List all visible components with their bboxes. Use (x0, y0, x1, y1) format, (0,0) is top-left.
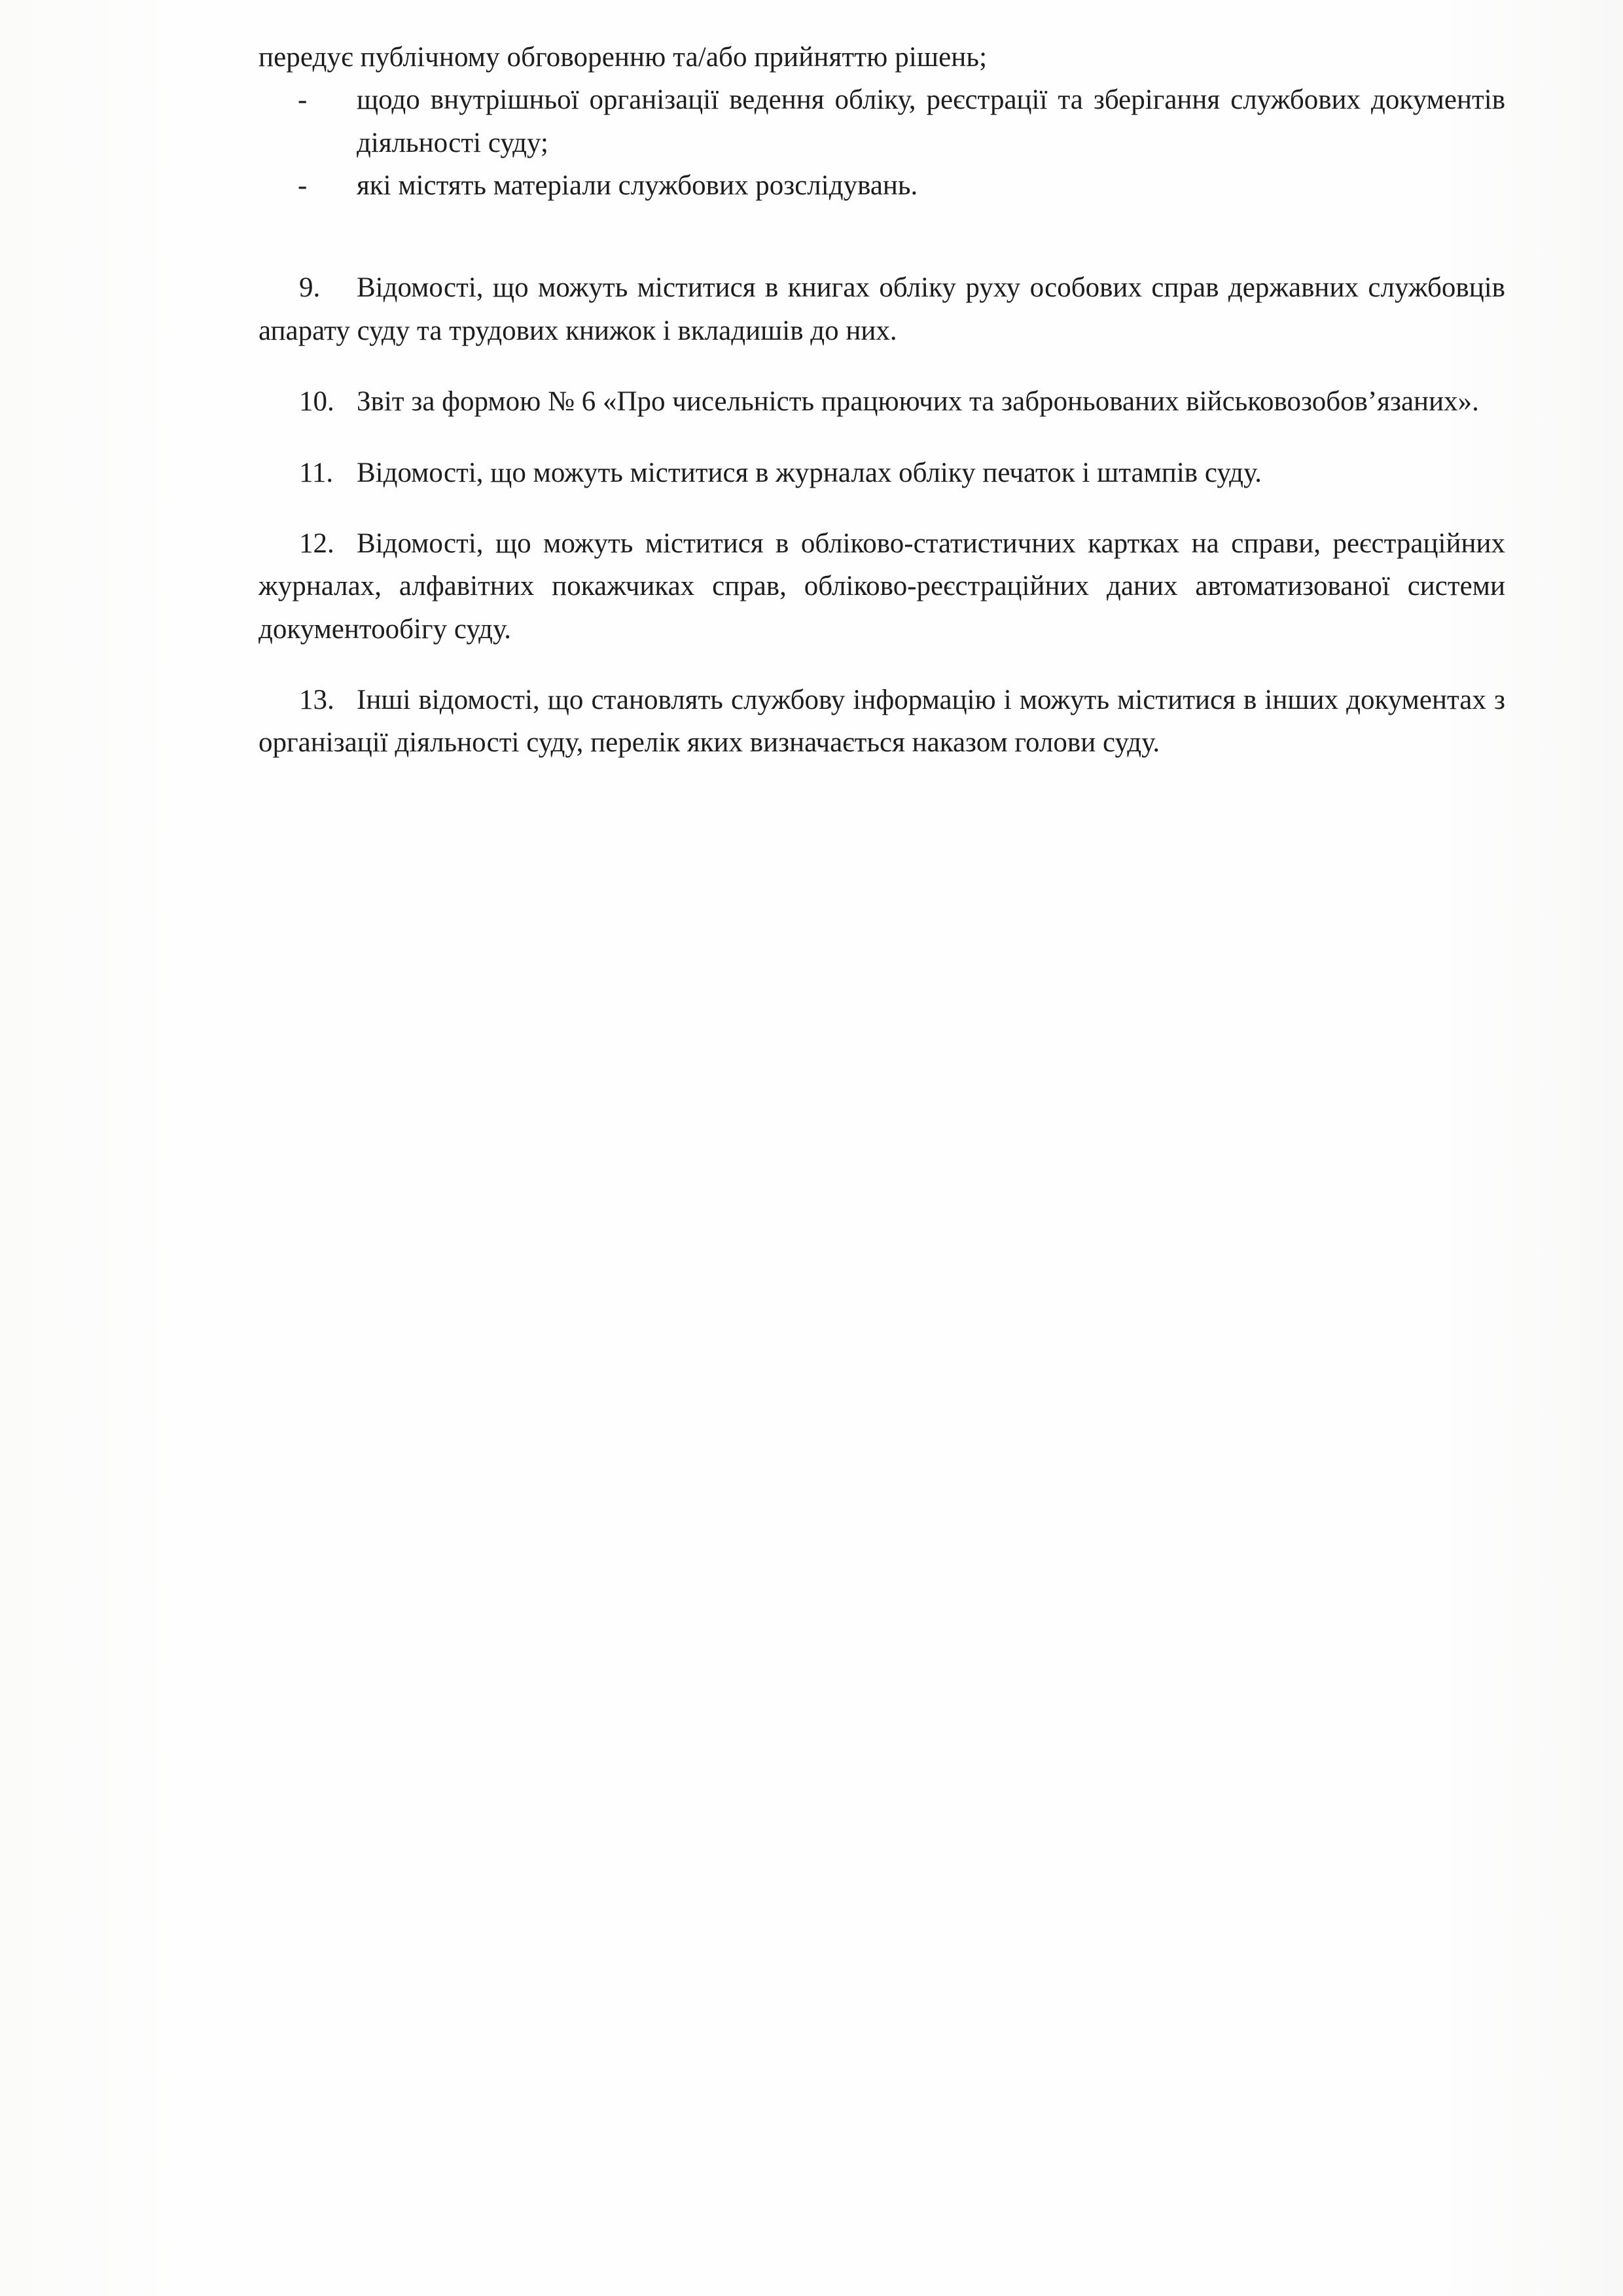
dash-item-text: які містять матеріали службових розслідувань. (357, 170, 918, 202)
paragraph-spacer (259, 207, 1505, 238)
list-item (259, 79, 1505, 164)
list-item (259, 164, 1505, 207)
item-number: 12. (299, 528, 334, 559)
dash-item-text: щодо внутрішньої організації ведення обліку, реєстрації та зберігання службових документів діяльності суду; (357, 84, 1505, 158)
item-number: 11. (299, 457, 334, 488)
document-body (259, 36, 1505, 793)
numbered-item-9 (259, 266, 1505, 352)
numbered-item-10 (259, 380, 1505, 423)
dash-marker: - (298, 84, 308, 116)
item-text: Інші відомості, що становлять службову інформацію і можуть міститися в інших документах з організації діяльності суду, перелік яких визначається наказом голови суду. (259, 684, 1505, 759)
item-text: Звіт за формою № 6 «Про чисельність працюючих та заброньованих військовозобов’язаних». (357, 386, 1479, 418)
numbered-item-11 (259, 452, 1505, 494)
continuation-line: передує публічному обговоренню та/або прийняттю рішень; (259, 42, 988, 73)
item-text: Відомості, що можуть міститися в книгах обліку руху особових справ державних службовців апарату суду та трудових книжок і вкладишів до них. (259, 272, 1505, 346)
item-text: Відомості, що можуть міститися в обліково-статистичних картках на справи, реєстраційних журналах, алфавітних покажчиках справ, обліково-реєстраційних даних автоматизованої системи документообігу суду. (259, 528, 1505, 645)
item-number: 10. (299, 386, 334, 418)
item-number: 13. (299, 684, 334, 715)
item-text: Відомості, що можуть міститися в журналах обліку печаток і штампів суду. (357, 457, 1262, 488)
numbered-item-12 (259, 522, 1505, 651)
numbered-item-13 (259, 679, 1505, 764)
item-number: 9. (299, 272, 321, 304)
dash-marker: - (298, 170, 308, 202)
